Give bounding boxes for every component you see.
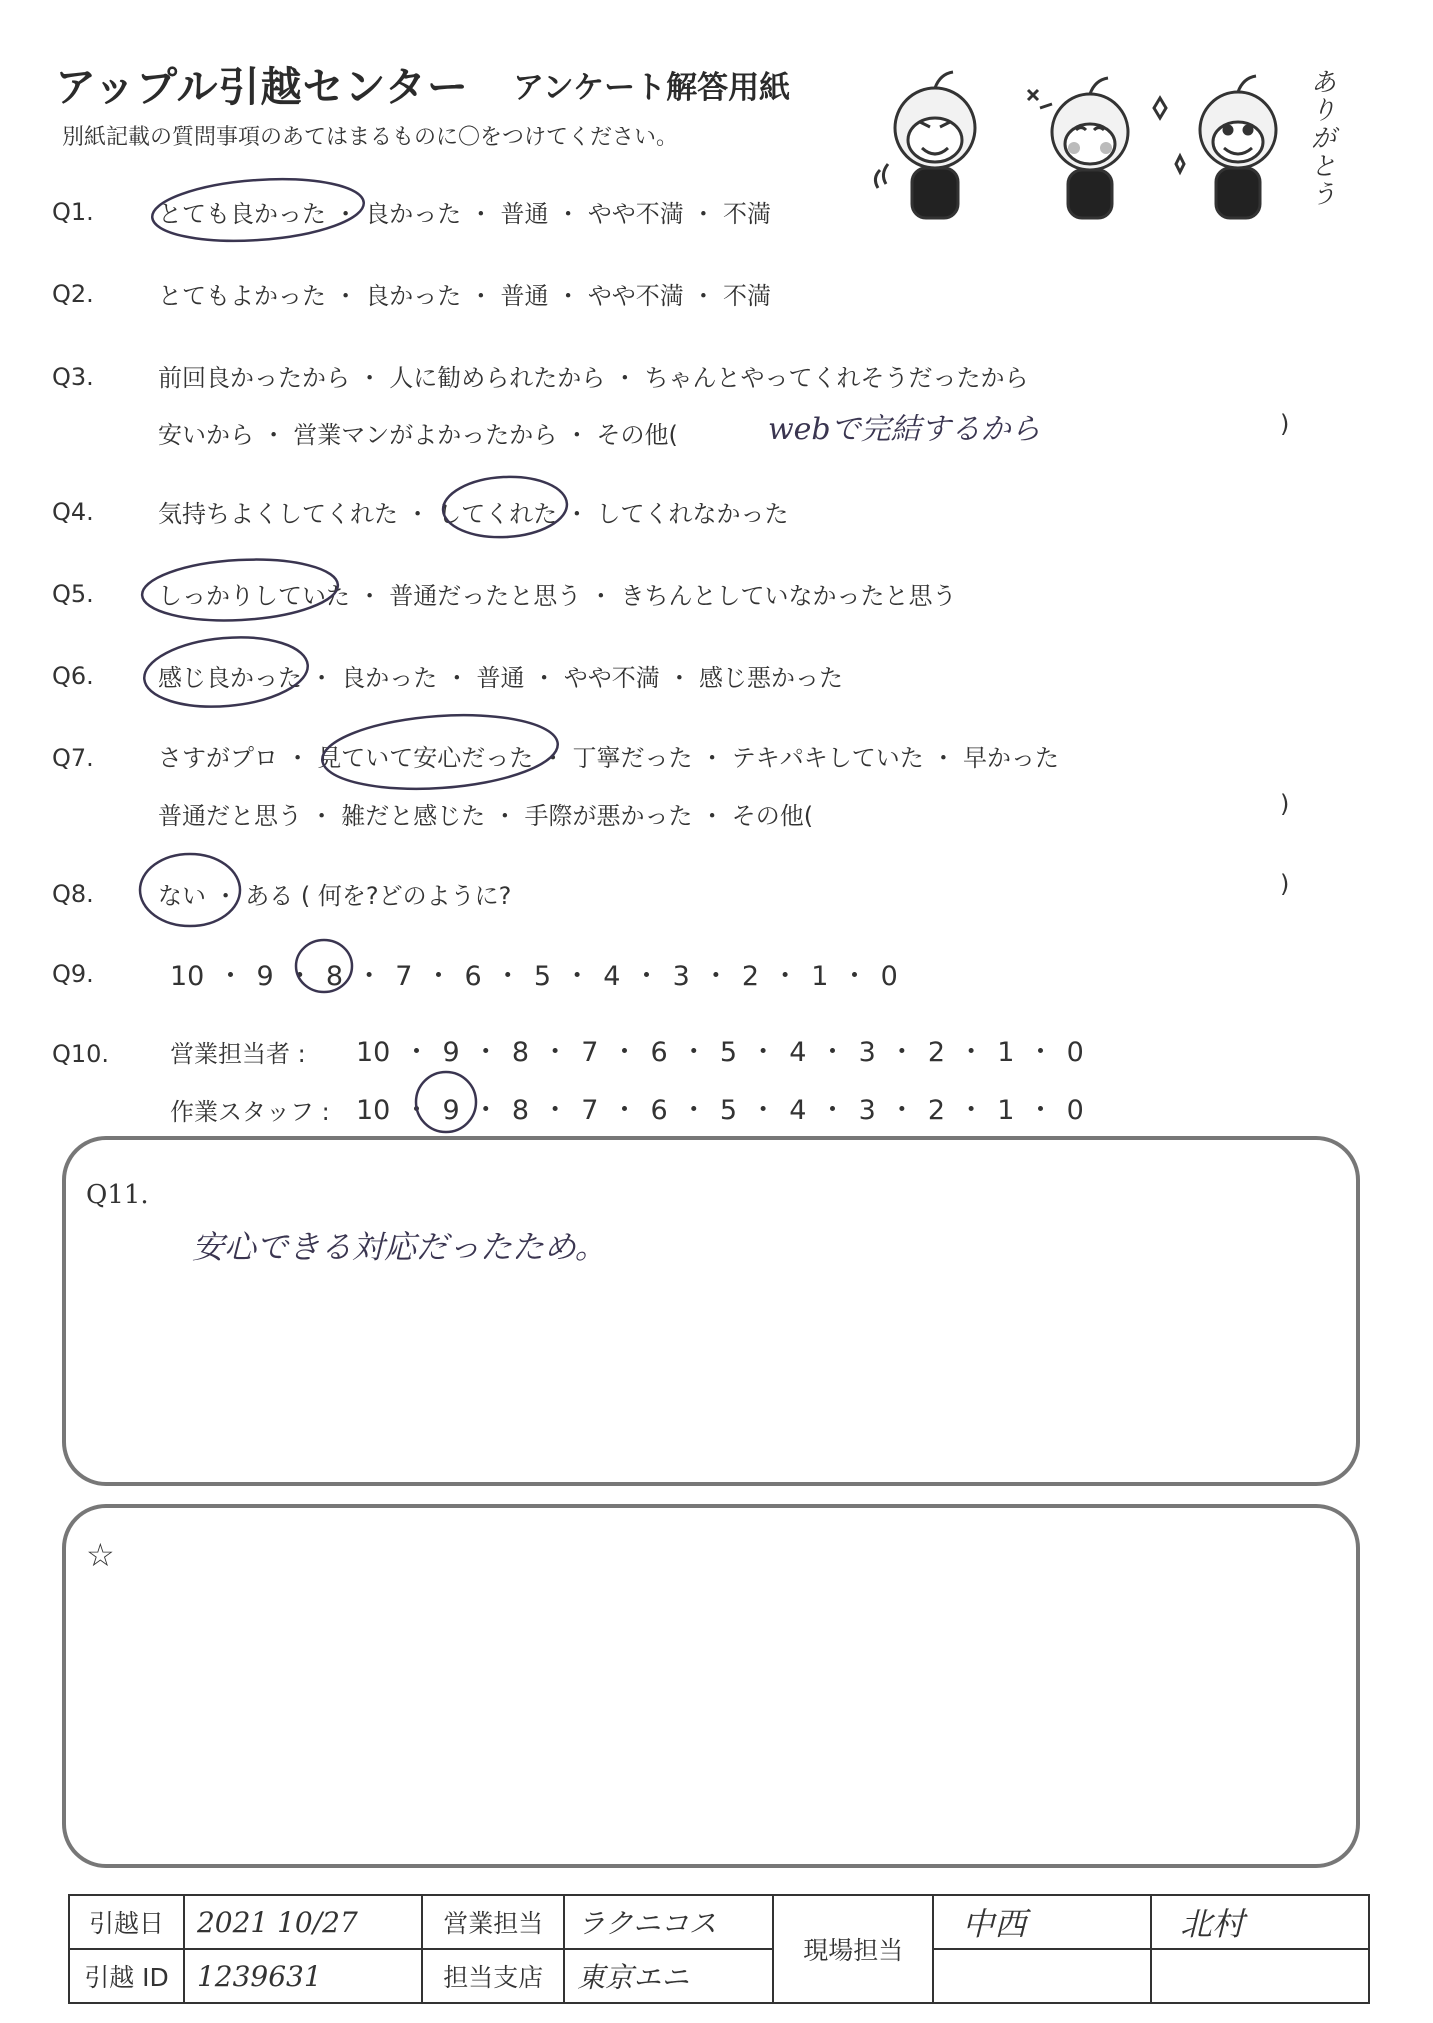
move-id-label: 引越 ID (69, 1949, 184, 2003)
q8-close-paren: ) (1280, 870, 1290, 898)
q7-options-line2: 普通だと思う ・ 雑だと感じた ・ 手際が悪かった ・ その他( (158, 802, 814, 830)
q5-options: しっかりしていた ・ 普通だったと思う ・ きちんとしていなかったと思う (158, 582, 957, 610)
q10-sales-options: 10 ・ 9 ・ 8 ・ 7 ・ 6 ・ 5 ・ 4 ・ 3 ・ 2 ・ 1 ・ 0 (356, 1037, 1084, 1068)
q1-options: とても良かった ・ 良かった ・ 普通 ・ やや不満 ・ 不満 (158, 200, 772, 228)
q4-label: Q4. (52, 498, 94, 526)
site-rep-blank-1 (933, 1949, 1151, 2003)
q3-options-line1: 前回良かったから ・ 人に勧められたから ・ ちゃんとやってくれそうだったから (158, 364, 1029, 392)
sales-rep-label: 営業担当 (422, 1895, 564, 1949)
branch-label: 担当支店 (422, 1949, 564, 2003)
q3-close-paren: ) (1280, 410, 1290, 438)
mascot-illustration (860, 60, 1330, 230)
q10-staff-options: 10 ・ 9 ・ 8 ・ 7 ・ 6 ・ 5 ・ 4 ・ 3 ・ 2 ・ 1 ・ 0 (356, 1095, 1084, 1126)
site-rep-blank-2 (1151, 1949, 1369, 2003)
site-rep-label: 現場担当 (773, 1895, 933, 2003)
q10-staff-label: 作業スタッフ : (170, 1098, 330, 1126)
mascot-caption: ありがとう (1306, 68, 1336, 208)
q7-options-line1: さすがプロ ・ 見ていて安心だった ・ 丁寧だった ・ テキパキしていた ・ 早かった (158, 744, 1060, 772)
q4-options: 気持ちよくしてくれた ・ してくれた ・ してくれなかった (158, 500, 789, 528)
monkey-mascots-icon (860, 60, 1330, 230)
q3-options-line2: 安いから ・ 営業マンがよかったから ・ その他( (158, 421, 678, 449)
q6-label: Q6. (52, 662, 94, 690)
company-title: アップル引越センター (55, 63, 469, 111)
q2-options: とてもよかった ・ 良かった ・ 普通 ・ やや不満 ・ 不満 (158, 282, 772, 310)
site-rep-1: 中西 (933, 1895, 1151, 1949)
q11-handwritten-answer: 安心できる対応だったため。 (192, 1228, 607, 1266)
q5-label: Q5. (52, 580, 94, 608)
q7-close-paren: ) (1280, 790, 1290, 818)
move-date-value: 2021 10/27 (184, 1895, 422, 1949)
move-date-label: 引越日 (69, 1895, 184, 1949)
site-rep-2: 北村 (1151, 1895, 1369, 1949)
q8-options: ない ・ ある ( 何を?どのように? (158, 882, 512, 910)
q6-options: 感じ良かった ・ 良かった ・ 普通 ・ やや不満 ・ 感じ悪かった (158, 664, 844, 692)
q2-label: Q2. (52, 280, 94, 308)
star-comment-box (62, 1504, 1360, 1868)
sales-rep-value: ラクニコス (564, 1895, 773, 1949)
q11-label: Q11. (86, 1180, 149, 1210)
q9-options: 10 ・ 9 ・ 8 ・ 7 ・ 6 ・ 5 ・ 4 ・ 3 ・ 2 ・ 1 ・ 0 (170, 961, 898, 992)
q11-comment-box (62, 1136, 1360, 1486)
q8-label: Q8. (52, 880, 94, 908)
q10-sales-label: 営業担当者 : (170, 1040, 306, 1068)
star-label: ☆ (86, 1536, 115, 1574)
q7-label: Q7. (52, 744, 94, 772)
q10-label: Q10. (52, 1040, 110, 1068)
branch-value: 東京エニ (564, 1949, 773, 2003)
move-info-table (68, 1894, 1370, 2004)
q9-label: Q9. (52, 960, 94, 988)
q3-handwritten-answer: webで完結するから (768, 412, 1041, 447)
move-id-value: 1239631 (184, 1949, 422, 2003)
instruction-text: 別紙記載の質問事項のあてはまるものに〇をつけてください。 (62, 125, 679, 150)
q3-label: Q3. (52, 363, 94, 391)
form-subtitle: アンケート解答用紙 (513, 70, 791, 106)
q1-label: Q1. (52, 198, 94, 226)
